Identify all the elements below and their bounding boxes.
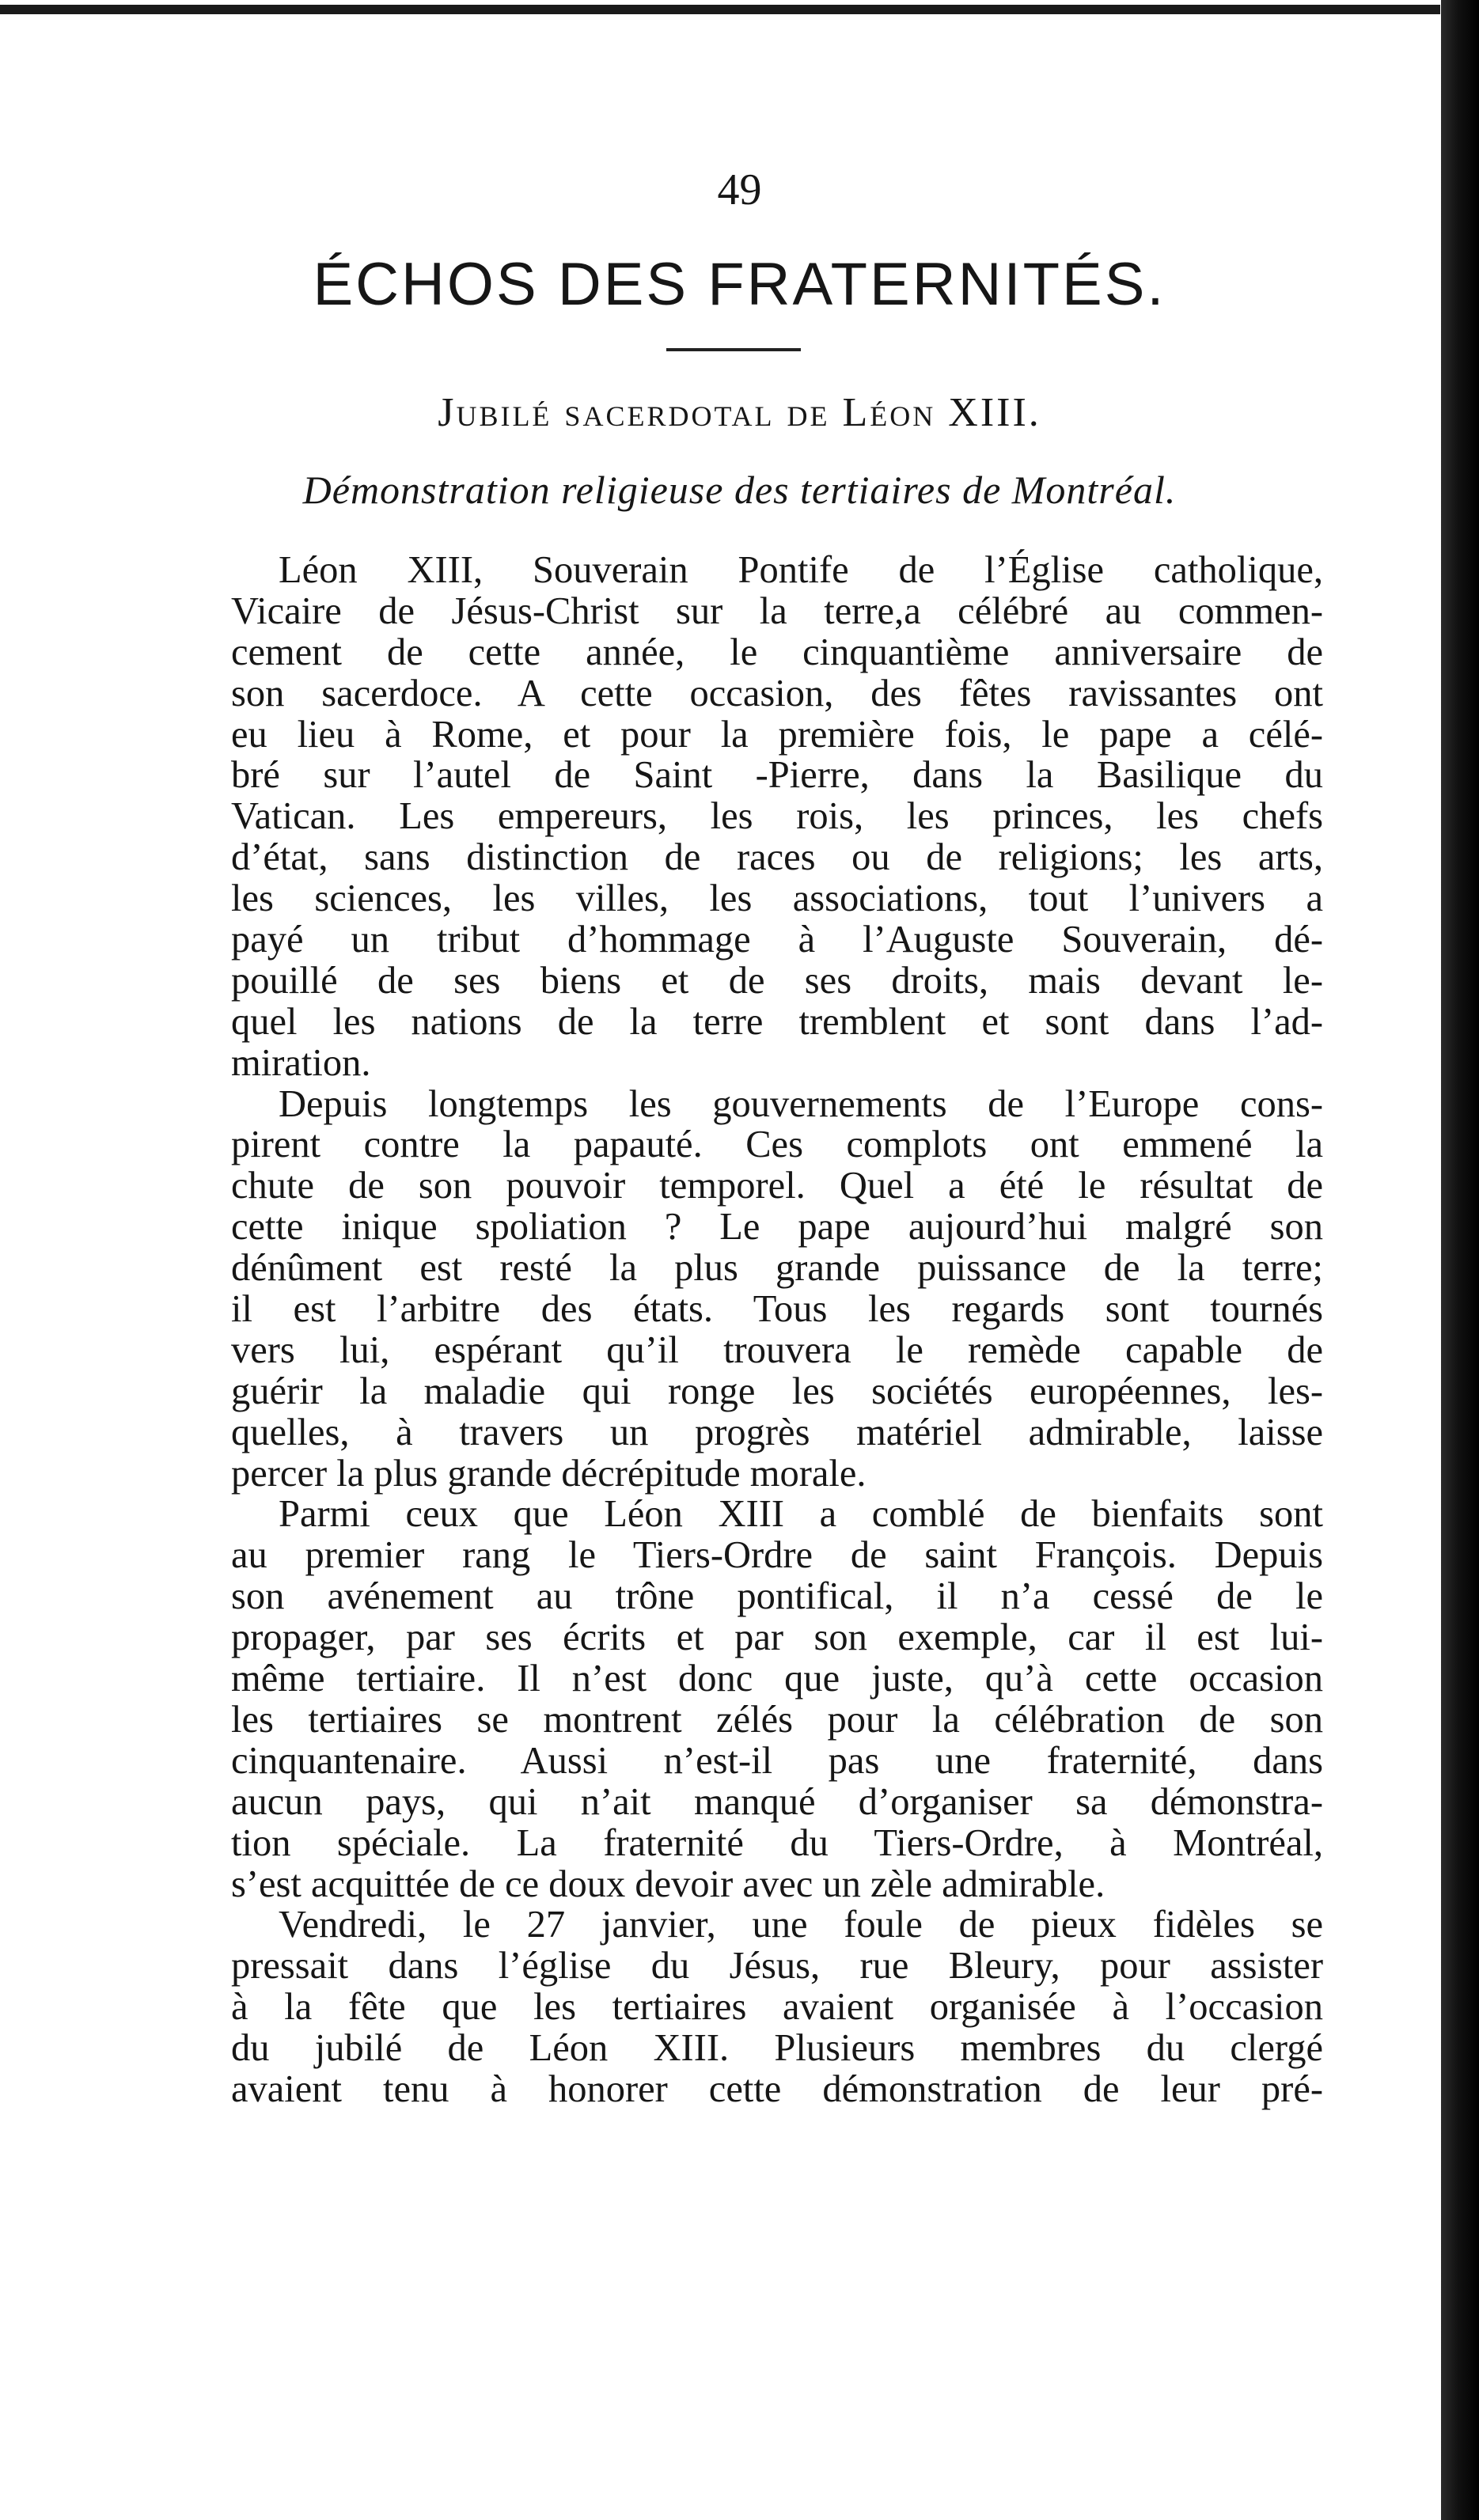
body-line: les tertiaires se montrent zélés pour la célébration de son: [231, 1698, 1323, 1741]
body-line: du jubilé de Léon XIII. Plusieurs membres du clergé: [231, 2027, 1323, 2070]
body-line: guérir la maladie qui ronge les sociétés européennes, les-: [231, 1370, 1323, 1412]
body-line: Vendredi, le 27 janvier, une foule de pieux fidèles se: [279, 1904, 1323, 1946]
subheading: Démonstration religieuse des tertiaires de Montréal.: [302, 468, 1177, 512]
body-line: il est l’arbitre des états. Tous les regards sont tournés: [231, 1288, 1323, 1331]
body-line: miration.: [231, 1041, 371, 1084]
body-line: chute de son pouvoir temporel. Quel a été le résultat de: [231, 1165, 1323, 1207]
body-line: bré sur l’autel de Saint -Pierre, dans la Basilique du: [231, 754, 1323, 797]
body-line: Depuis longtemps les gouvernements de l’Europe cons-: [279, 1082, 1323, 1125]
body-line: les sciences, les villes, les associations, tout l’univers a: [231, 877, 1323, 920]
body-line: aucun pays, qui n’ait manqué d’organiser sa démonstra-: [231, 1780, 1323, 1823]
body-line: cinquantenaire. Aussi n’est-il pas une fraternité, dans: [231, 1739, 1323, 1782]
body-line: son sacerdoce. A cette occasion, des fêtes ravissantes ont: [231, 672, 1323, 714]
top-border-rule: [0, 5, 1440, 14]
page-title: ÉCHOS DES FRATERNITÉS.: [313, 251, 1166, 318]
body-line: percer la plus grande décrépitude morale.: [231, 1452, 867, 1495]
body-line: Léon XIII, Souverain Pontife de l’Église catholique,: [279, 549, 1323, 591]
body-line: Vatican. Les empereurs, les rois, les princes, les chefs: [231, 795, 1323, 838]
body-line: eu lieu à Rome, et pour la première fois, le pape a célé-: [231, 713, 1323, 756]
body-line: même tertiaire. Il n’est donc que juste, qu’à cette occasion: [231, 1658, 1323, 1700]
body-line: au premier rang le Tiers-Ordre de saint François. Depuis: [231, 1534, 1323, 1577]
body-line: à la fête que les tertiaires avaient organisée à l’occasion: [231, 1986, 1323, 2029]
body-line: Vicaire de Jésus-Christ sur la terre,a célébré au commen-: [231, 589, 1323, 632]
body-line: propager, par ses écrits et par son exemple, car il est lui-: [231, 1616, 1323, 1659]
page-number: 49: [717, 165, 762, 214]
body-line: vers lui, espérant qu’il trouvera le remède capable de: [231, 1328, 1323, 1371]
body-line: son avénement au trône pontifical, il n’a cessé de le: [231, 1575, 1323, 1618]
body-line: cement de cette année, le cinquantième anniversaire de: [231, 631, 1323, 673]
article-body: [231, 550, 1323, 2110]
body-line: Parmi ceux que Léon XIII a comblé de bienfaits sont: [279, 1493, 1323, 1536]
body-line: quel les nations de la terre tremblent et sont dans l’ad-: [231, 1000, 1323, 1043]
body-line: cette inique spoliation ? Le pape aujourd’hui malgré son: [231, 1206, 1323, 1249]
body-line: tion spéciale. La fraternité du Tiers-Ordre, à Montréal,: [231, 1821, 1323, 1864]
body-line: pressait dans l’église du Jésus, rue Bleury, pour assister: [231, 1945, 1323, 1988]
body-line: avaient tenu à honorer cette démonstration de leur pré-: [231, 2067, 1323, 2110]
body-line: s’est acquittée de ce doux devoir avec un zèle admirable.: [231, 1863, 1105, 1905]
section-heading: Jubilé sacerdotal de Léon XIII.: [438, 390, 1041, 435]
page-edge-shadow: [1441, 0, 1479, 2520]
title-divider: [666, 348, 801, 351]
body-line: quelles, à travers un progrès matériel admirable, laisse: [231, 1411, 1323, 1453]
body-line: d’état, sans distinction de races ou de religions; les arts,: [231, 836, 1323, 879]
body-line: pirent contre la papauté. Ces complots ont emmené la: [231, 1124, 1323, 1166]
body-line: dénûment est resté la plus grande puissance de la terre;: [231, 1247, 1323, 1290]
body-line: payé un tribut d’hommage à l’Auguste Souverain, dé-: [231, 919, 1323, 961]
body-line: pouillé de ses biens et de ses droits, mais devant le-: [231, 959, 1323, 1002]
